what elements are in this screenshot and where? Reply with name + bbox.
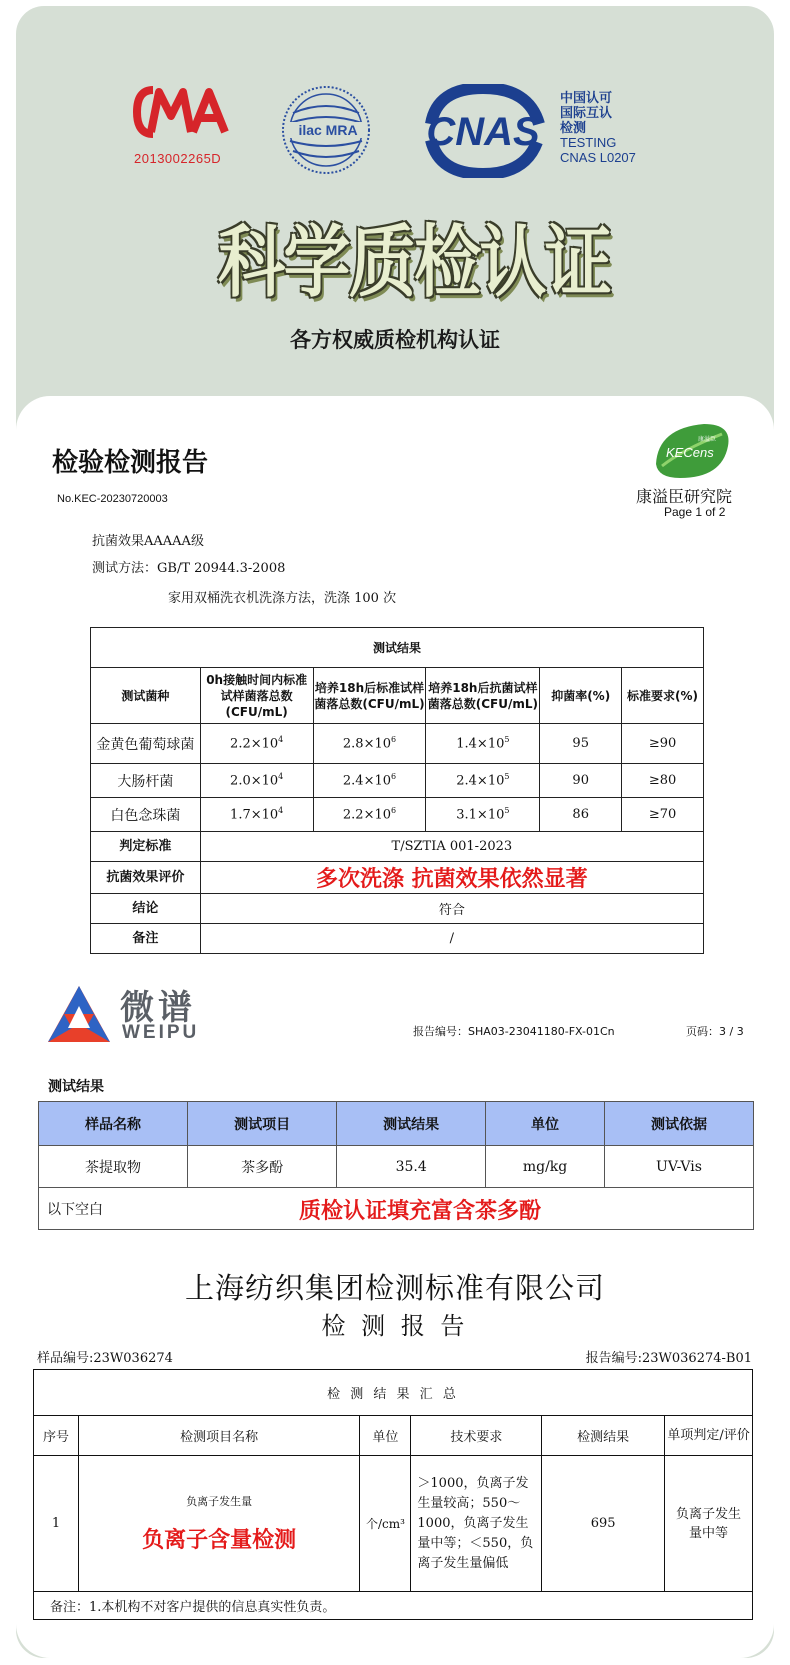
data-cell: mg/kg xyxy=(486,1146,605,1188)
conclusion-value: 符合 xyxy=(200,894,703,924)
report2-section: 测试结果 xyxy=(48,1079,104,1095)
value-base: 3.1×10 xyxy=(456,807,505,823)
req-cell: ≥70 xyxy=(622,798,704,832)
report3-report-no: 报告编号:23W036274-B01 xyxy=(585,1351,752,1366)
note-cell: 备注：1.本机构不对客户提供的信息真实性负责。 xyxy=(34,1592,753,1620)
header-cell: 序号 xyxy=(34,1416,79,1456)
cnas-line: CNAS L0207 xyxy=(560,150,636,165)
kecens-logo-small: 康溢臣 xyxy=(698,436,717,443)
report3-table xyxy=(33,1369,753,1620)
table-row xyxy=(91,764,704,798)
hero-subtitle: 各方权威质检机构认证 xyxy=(290,328,500,352)
value-exponent: 4 xyxy=(278,806,284,816)
header-cell: 单项判定/评价 xyxy=(665,1416,753,1456)
value-base: 2.2×10 xyxy=(342,807,392,823)
data-cell: 茶多酚 xyxy=(188,1146,337,1188)
ilac-text: ilac MRA xyxy=(289,122,367,138)
report3-sample-no: 样品编号:23W036274 xyxy=(37,1351,173,1366)
judgement-cell: 负离子发生量中等 xyxy=(665,1456,753,1592)
unit-cell: 个/cm³ xyxy=(360,1456,411,1592)
table-row xyxy=(39,1146,754,1188)
cnas-line: 国际互认 xyxy=(560,105,613,120)
table-row xyxy=(91,724,704,764)
value-cell xyxy=(426,798,540,832)
header-cell: 测试菌种 xyxy=(91,668,201,724)
report3-company: 上海纺织集团检测标准有限公司 xyxy=(184,1271,605,1305)
rate-cell: 90 xyxy=(540,764,622,798)
cma-logo xyxy=(133,86,231,146)
standard-label: 判定标准 xyxy=(91,832,201,862)
remark-value: / xyxy=(200,924,703,954)
weipu-triangle-icon xyxy=(46,984,112,1046)
header-cell: 检测项目名称 xyxy=(78,1416,360,1456)
blank-row xyxy=(39,1188,754,1230)
report1-line2: 测试方法：GB/T 20944.3-2008 xyxy=(92,561,286,576)
header-cell: 单位 xyxy=(360,1416,411,1456)
data-cell: UV-Vis xyxy=(604,1146,753,1188)
cma-mark-icon xyxy=(133,86,231,138)
table-caption: 检 测 结 果 汇 总 xyxy=(34,1370,753,1416)
result-cell: 695 xyxy=(542,1456,665,1592)
strain-name: 大肠杆菌 xyxy=(91,764,201,798)
kecens-logo-text: KECens xyxy=(666,445,714,460)
remark-label: 备注 xyxy=(91,924,201,954)
table-caption: 测试结果 xyxy=(91,628,704,668)
report1-line3: 家用双桶洗衣机洗涤方法，洗涤 100 次 xyxy=(168,591,397,606)
header-cell: 抑菌率(%) xyxy=(540,668,622,724)
report1-page: Page 1 of 2 xyxy=(664,505,726,519)
value-exponent: 6 xyxy=(391,735,397,745)
report3-title: 检 测 报 告 xyxy=(321,1312,469,1340)
strain-name: 白色念珠菌 xyxy=(91,798,201,832)
standard-value: T/SZTIA 001-2023 xyxy=(200,832,703,862)
value-exponent: 6 xyxy=(391,806,397,816)
rate-cell: 86 xyxy=(540,798,622,832)
req-cell: ≥80 xyxy=(622,764,704,798)
header-cell: 技术要求 xyxy=(411,1416,542,1456)
cnas-text: CNAS xyxy=(426,110,540,154)
report2-number: 报告编号：SHA03-23041180-FX-01Cn xyxy=(413,1025,615,1038)
value-exponent: 5 xyxy=(504,806,510,816)
header-cell: 测试项目 xyxy=(188,1102,337,1146)
header-cell: 标准要求(%) xyxy=(622,668,704,724)
eval-highlight: 多次洗涤 抗菌效果依然显著 xyxy=(200,862,703,894)
cma-number: 2013002265D xyxy=(134,151,222,166)
value-cell xyxy=(313,724,426,764)
report2-table xyxy=(38,1101,754,1230)
value-cell xyxy=(200,798,313,832)
value-cell xyxy=(200,724,313,764)
report1-number: No.KEC-20230720003 xyxy=(57,493,168,505)
value-base: 1.4×10 xyxy=(456,736,505,752)
value-base: 2.0×10 xyxy=(230,773,279,789)
cnas-caption xyxy=(560,90,636,165)
index-cell: 1 xyxy=(34,1456,79,1592)
value-base: 2.8×10 xyxy=(342,736,392,752)
report2-page: 页码：3 / 3 xyxy=(686,1025,744,1038)
data-cell: 35.4 xyxy=(337,1146,486,1188)
rate-cell: 95 xyxy=(540,724,622,764)
value-exponent: 5 xyxy=(504,772,510,782)
data-cell: 茶提取物 xyxy=(39,1146,188,1188)
anion-highlight: 负离子含量检测 xyxy=(142,1528,297,1553)
blank-label: 以下空白 xyxy=(47,1201,103,1218)
lab-name: 康溢臣研究院 xyxy=(636,487,733,506)
cnas-logo xyxy=(417,84,549,178)
item-name: 负离子发生量 xyxy=(186,1495,253,1508)
ilac-logo xyxy=(281,85,371,175)
value-exponent: 6 xyxy=(391,772,397,782)
header-cell: 培养18h后标准试样菌落总数(CFU/mL) xyxy=(313,668,426,724)
header-cell: 样品名称 xyxy=(39,1102,188,1146)
header-cell: 0h接触时间内标准试样菌落总数(CFU/mL) xyxy=(200,668,313,724)
report1-line1: 抗菌效果AAAAA级 xyxy=(92,534,204,549)
value-base: 1.7×10 xyxy=(230,807,279,823)
value-base: 2.4×10 xyxy=(456,773,505,789)
weipu-brand-en: WEIPU xyxy=(122,1022,200,1043)
header-cell: 单位 xyxy=(486,1102,605,1146)
value-cell xyxy=(426,724,540,764)
kecens-logo xyxy=(652,420,732,482)
header-cell: 培养18h后抗菌试样菌落总数(CFU/mL) xyxy=(426,668,540,724)
cnas-line: TESTING xyxy=(560,135,617,150)
header-cell: 检测结果 xyxy=(542,1416,665,1456)
header-cell: 测试依据 xyxy=(604,1102,753,1146)
value-base: 2.2×10 xyxy=(230,736,279,752)
value-exponent: 5 xyxy=(504,735,510,745)
value-base: 2.4×10 xyxy=(342,773,392,789)
report1-title: 检验检测报告 xyxy=(52,448,209,478)
weipu-logo xyxy=(46,984,112,1046)
header-cell: 测试结果 xyxy=(337,1102,486,1146)
value-exponent: 4 xyxy=(278,735,284,745)
hero-title: 科学质检认证 xyxy=(218,218,611,308)
req-cell: ≥90 xyxy=(622,724,704,764)
value-cell xyxy=(200,764,313,798)
value-exponent: 4 xyxy=(278,772,284,782)
table-row xyxy=(91,798,704,832)
cnas-line: 检测 xyxy=(560,120,587,135)
conclusion-label: 结论 xyxy=(91,894,201,924)
item-cell xyxy=(78,1456,360,1592)
weipu-brand-cn: 微谱 xyxy=(120,988,196,1028)
cnas-line: 中国认可 xyxy=(560,90,613,105)
strain-name: 金黄色葡萄球菌 xyxy=(91,724,201,764)
report1-table xyxy=(90,627,704,954)
value-cell xyxy=(313,764,426,798)
tea-polyphenol-highlight: 质检认证填充富含茶多酚 xyxy=(299,1199,542,1224)
value-cell xyxy=(313,798,426,832)
value-cell xyxy=(426,764,540,798)
requirement-cell: ＞1000，负离子发生量较高；550～1000，负离子发生量中等；＜550，负离子发生量偏低 xyxy=(411,1456,542,1592)
table-row xyxy=(34,1456,753,1592)
eval-label: 抗菌效果评价 xyxy=(91,862,201,894)
